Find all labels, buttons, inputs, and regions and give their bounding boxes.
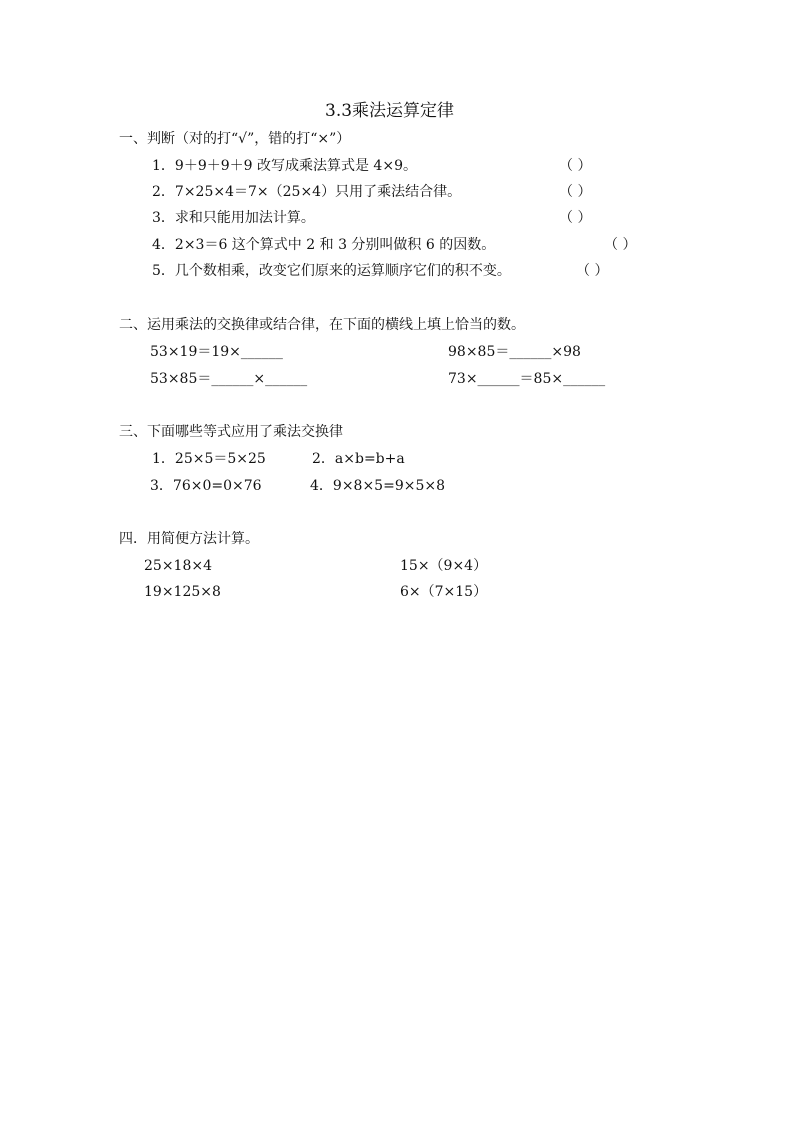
judgment-bracket-2: （ ） xyxy=(559,184,592,200)
calc-item-4: 6×（7×15） xyxy=(400,584,488,600)
judgment-item-4: 4．2×3＝6 这个算式中 2 和 3 分别叫做积 6 的因数。 xyxy=(152,237,496,253)
judgment-bracket-1: （ ） xyxy=(559,158,592,174)
judgment-item-1: 1．9＋9＋9＋9 改写成乘法算式是 4×9。 xyxy=(152,158,417,174)
judgment-bracket-5: （ ） xyxy=(576,263,609,279)
section-3-heading: 三、下面哪些等式应用了乘法交换律 xyxy=(119,424,343,440)
equation-item-1: 1．25×5＝5×25 xyxy=(152,451,266,467)
equation-item-2: 2．a×b=b+a xyxy=(312,451,405,467)
fill-blank-2: 98×85＝______×98 xyxy=(448,344,581,360)
page-title: 3.3乘法运算定律 xyxy=(325,101,455,121)
fill-blank-1: 53×19＝19×______ xyxy=(150,344,283,360)
equation-item-3: 3．76×0=0×76 xyxy=(150,478,262,494)
fill-blank-4: 73×______＝85×______ xyxy=(448,371,606,387)
calc-item-3: 19×125×8 xyxy=(144,584,221,600)
section-4-heading: 四．用简便方法计算。 xyxy=(119,531,259,547)
calc-item-2: 15×（9×4） xyxy=(400,558,488,574)
judgment-bracket-3: （ ） xyxy=(559,210,592,226)
judgment-item-2: 2．7×25×4＝7×（25×4）只用了乘法结合律。 xyxy=(152,184,462,200)
judgment-item-3: 3．求和只能用加法计算。 xyxy=(152,210,315,226)
judgment-item-5: 5．几个数相乘，改变它们原来的运算顺序它们的积不变。 xyxy=(152,263,511,279)
judgment-bracket-4: （ ） xyxy=(604,237,637,253)
section-1-heading: 一、判断（对的打“√”，错的打“×”） xyxy=(119,131,351,147)
equation-item-4: 4．9×8×5=9×5×8 xyxy=(310,478,446,494)
fill-blank-3: 53×85＝______×______ xyxy=(150,371,308,387)
section-2-heading: 二、运用乘法的交换律或结合律，在下面的横线上填上恰当的数。 xyxy=(119,317,525,333)
calc-item-1: 25×18×4 xyxy=(144,558,212,574)
